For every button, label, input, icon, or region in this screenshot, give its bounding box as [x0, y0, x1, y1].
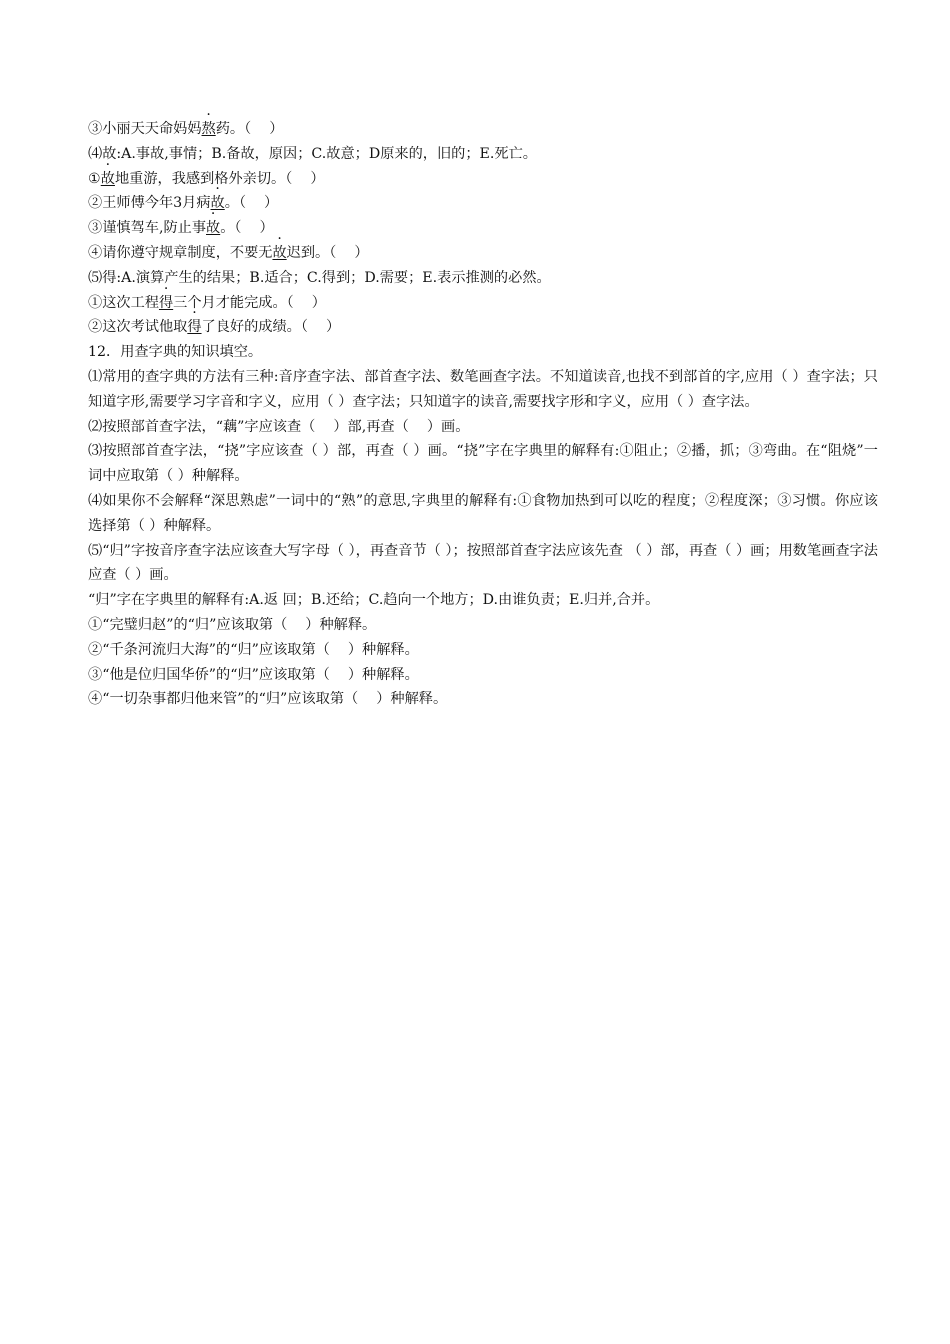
emphasized-char: 故 — [100, 170, 115, 187]
paragraph: ⑴常用的查字典的方法有三种:音序查字法、部首查字法、数笔画查字法。不知道读音,也找不到部首的字,应用（ ）查字法；只知道字形,需要学习字音和字义，应用（ ）查字法；只知道字的读音,需要找字形和字义，应用（ ）查字法。 — [88, 368, 878, 410]
emphasized-char: 得 — [158, 294, 174, 311]
paragraph: ⑸“归”字按音序查字法应该查大写字母（ ），再查音节（ ）；按照部首查字法应该先查 （ ）部，再查（ ）画；用数笔画查字法应查（ ）画。 — [88, 542, 878, 584]
question-line: ③谨慎驾车,防止事故。（ ） — [88, 220, 274, 237]
definition-header: ⑸得:A.演算产生的结果；B.适合；C.得到；D.需要；E.表示推测的必然。 — [88, 269, 551, 286]
question-title: 12．用查字典的知识填空。 — [88, 344, 263, 361]
paragraph: ⑵按照部首查字法，“藕”字应该查（ ）部,再查（ ）画。 — [88, 418, 470, 435]
question-line: ②王师傅今年3月病故。（ ） — [88, 195, 279, 212]
paragraph: “归”字在字典里的解释有:A.返 回；B.还给；C.趋向一个地方；D.由谁负责；E.归并,合并。 — [88, 592, 660, 609]
emphasized-char: 熬 — [201, 121, 216, 137]
emphasized-char: 故 — [206, 220, 221, 237]
paragraph: ⑷如果你不会解释“深思熟虑”一词中的“熟”的意思,字典里的解释有:①食物加热到可以吃的程度；②程度深；③习惯。你应该选择第（ ）种解释。 — [88, 492, 878, 534]
emphasized-char: 故 — [272, 244, 287, 261]
question-line: ②这次考试他取得了良好的成绩。（ ） — [88, 319, 341, 336]
sub-question: ②“千条河流归大海”的“归”应该取第（ ）种解释。 — [88, 641, 419, 658]
question-line: ①故地重游，我感到格外亲切。（ ） — [88, 170, 325, 187]
paragraph: ⑶按照部首查字法，“挠”字应该查（ ）部，再查（ ）画。“挠”字在字典里的解释有:①阻止；②播，抓；③弯曲。在“阻烧”一词中应取第（ ）种解释。 — [88, 443, 878, 485]
question-line: ④请你遵守规章制度，不要无故迟到。（ ） — [88, 244, 369, 261]
sub-question: ④“一切杂事都归他来管”的“归”应该取第（ ）种解释。 — [88, 691, 448, 708]
emphasized-char: 得 — [187, 319, 202, 336]
emphasized-char: 故 — [210, 195, 225, 212]
definition-header: ⑷故:A.事故,事情；B.备故，原因；C.故意；D原来的，旧的；E.死亡。 — [88, 145, 537, 162]
sub-question: ①“完璧归赵”的“归”应该取第（ ）种解释。 — [88, 616, 377, 633]
question-line: ①这次工程得三个月才能完成。（ ） — [88, 294, 326, 311]
sub-question: ③“他是位归国华侨”的“归”应该取第（ ）种解释。 — [88, 666, 419, 683]
question-line: ③小丽天天命妈妈熬药。（ ） — [88, 121, 284, 137]
document-page — [88, 117, 878, 712]
